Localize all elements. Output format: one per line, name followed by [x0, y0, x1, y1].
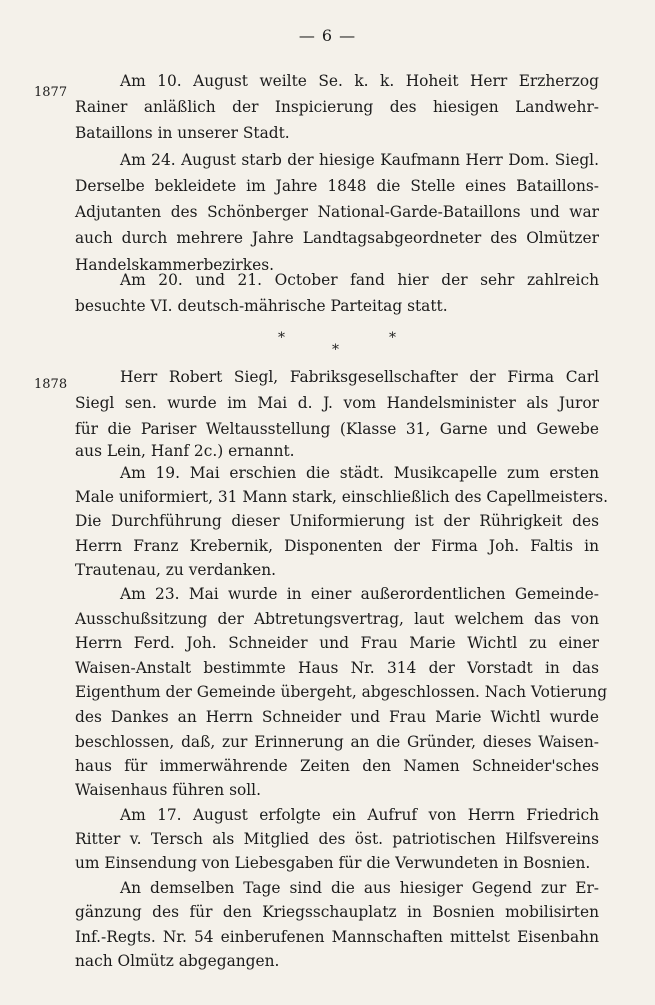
text-line: aus Lein, Hanf 2c.) ernannt. — [75, 442, 295, 460]
text-line: Waisen-Anstalt bestimmte Haus Nr. 314 der Vorstadt in das — [75, 659, 599, 677]
text-line: für die Pariser Weltausstellung (Klasse 31, Garne und Gewebe — [75, 420, 599, 438]
text-line: Waisenhaus führen soll. — [75, 781, 261, 799]
separator-star: * — [278, 330, 285, 346]
text-line: Derselbe bekleidete im Jahre 1848 die Stelle eines Bataillons- — [75, 177, 599, 195]
separator-star: * — [332, 342, 339, 358]
text-line: um Einsendung von Liebesgaben für die Verwundeten in Bosnien. — [75, 854, 591, 872]
text-line: haus für immerwährende Zeiten den Namen Schneider'sches — [75, 757, 599, 775]
text-line: Am 23. Mai wurde in einer außerordentlichen Gemeinde- — [120, 585, 599, 603]
page-number: — 6 — — [298, 26, 357, 45]
text-line: Eigenthum der Gemeinde übergeht, abgeschlossen. Nach Votierung — [75, 683, 608, 701]
year-marker-1878: 1878 — [34, 377, 68, 392]
text-line: Herrn Franz Krebernik, Disponenten der Firma Joh. Faltis in — [75, 537, 599, 555]
text-line: Bataillons in unserer Stadt. — [75, 124, 290, 142]
text-line: Am 19. Mai erschien die städt. Musikcapelle zum ersten — [120, 464, 599, 482]
text-line: Am 17. August erfolgte ein Aufruf von Herrn Friedrich — [120, 806, 599, 824]
text-line: Herr Robert Siegl, Fabriksgesellschafter der Firma Carl — [120, 368, 599, 386]
text-line: Handelskammerbezirkes. — [75, 256, 275, 274]
text-line: Am 20. und 21. October fand hier der sehr zahlreich — [120, 271, 599, 289]
year-marker-1877: 1877 — [34, 85, 68, 100]
text-line: Die Durchführung dieser Uniformierung ist der Rührigkeit des — [75, 512, 599, 530]
text-line: gänzung des für den Kriegsschauplatz in Bosnien mobilisirten — [75, 903, 599, 921]
text-line: beschlossen, daß, zur Erinnerung an die Gründer, dieses Waisen- — [75, 733, 599, 751]
text-line: An demselben Tage sind die aus hiesiger Gegend zur Er- — [120, 879, 599, 897]
text-line: des Dankes an Herrn Schneider und Frau Marie Wichtl wurde — [75, 708, 599, 726]
text-line: Rainer anläßlich der Inspicierung des hiesigen Landwehr- — [75, 98, 599, 116]
text-line: besuchte VI. deutsch-mährische Parteitag statt. — [75, 297, 448, 315]
text-line: Male uniformiert, 31 Mann stark, einschließlich des Capellmeisters. — [75, 488, 609, 506]
text-line: Ausschußsitzung der Abtretungsvertrag, laut welchem das von — [75, 610, 599, 628]
text-line: Siegl sen. wurde im Mai d. J. vom Handelsminister als Juror — [75, 394, 599, 412]
text-line: Inf.-Regts. Nr. 54 einberufenen Mannschaften mittelst Eisenbahn — [75, 928, 599, 946]
separator-star: * — [389, 330, 396, 346]
text-line: auch durch mehrere Jahre Landtagsabgeordneter des Olmützer — [75, 229, 599, 247]
text-line: Am 24. August starb der hiesige Kaufmann Herr Dom. Siegl. — [120, 151, 599, 169]
text-line: Trautenau, zu verdanken. — [75, 561, 277, 579]
text-line: Ritter v. Tersch als Mitglied des öst. patriotischen Hilfsvereins — [75, 830, 599, 848]
text-line: Am 10. August weilte Se. k. k. Hoheit Herr Erzherzog — [120, 72, 599, 90]
text-line: Adjutanten des Schönberger National-Garde-Bataillons und war — [75, 203, 599, 221]
text-line: Herrn Ferd. Joh. Schneider und Frau Marie Wichtl zu einer — [75, 634, 599, 652]
text-line: nach Olmütz abgegangen. — [75, 952, 280, 970]
